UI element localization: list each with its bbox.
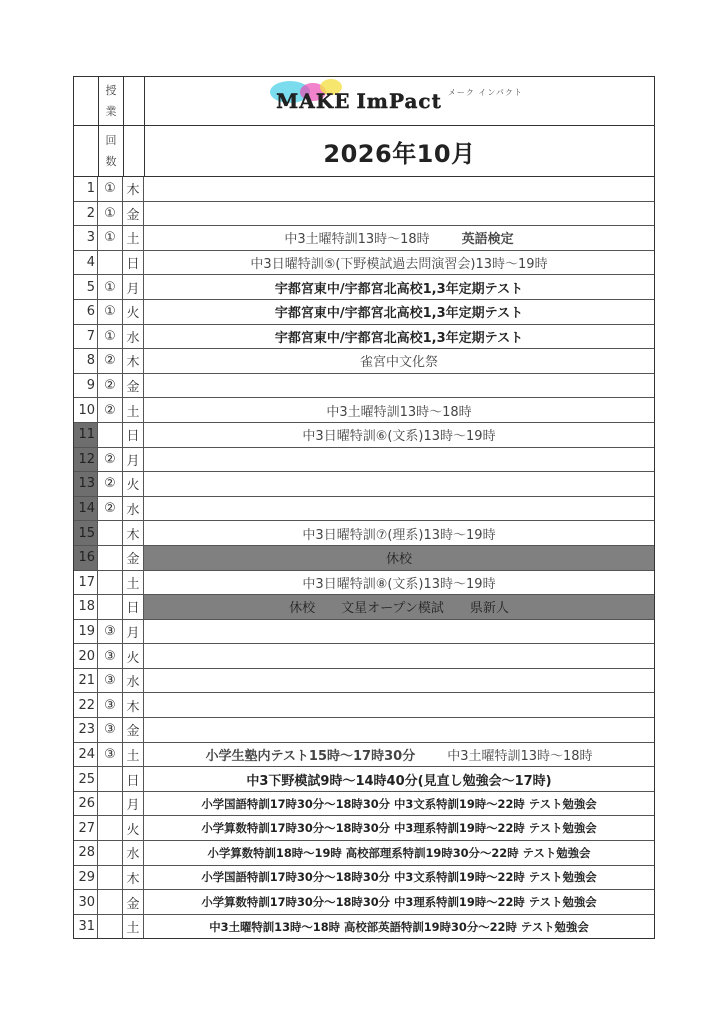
day-number: 29	[74, 866, 98, 890]
weekday: 火	[123, 816, 144, 840]
weekday: 日	[123, 251, 144, 275]
weekday: 日	[123, 595, 144, 619]
event-text: 休校 文星オープン模試 県新人	[289, 601, 509, 617]
event-text-secondary: 英語検定	[461, 232, 514, 248]
day-number: 11	[74, 423, 98, 447]
table-row	[74, 620, 654, 645]
logo-tagline: メーク インパクト	[447, 88, 523, 97]
event-cell	[144, 521, 654, 545]
event-cell	[144, 792, 654, 816]
lesson-count	[98, 595, 123, 619]
day-number: 7	[74, 325, 98, 349]
event-cell	[144, 866, 654, 890]
event-text: 宇都宮東中/宇都宮北高校1,3年定期テスト	[274, 306, 524, 322]
lesson-count: ③	[98, 620, 123, 644]
weekday: 金	[123, 890, 144, 914]
table-row	[74, 792, 654, 817]
lesson-count: ②	[98, 497, 123, 521]
event-cell	[144, 202, 654, 226]
table-row	[74, 226, 654, 251]
event-cell	[144, 398, 654, 422]
event-cell	[144, 841, 654, 865]
table-row	[74, 521, 654, 546]
event-cell	[144, 497, 654, 521]
lesson-count: ②	[98, 472, 123, 496]
logo-cell	[145, 77, 654, 125]
table-row	[74, 497, 654, 522]
table-row	[74, 300, 654, 325]
table-row	[74, 841, 654, 866]
table-row	[74, 398, 654, 423]
weekday: 水	[123, 325, 144, 349]
table-row	[74, 472, 654, 497]
lesson-count: ②	[98, 374, 123, 398]
weekday: 月	[123, 448, 144, 472]
weekday: 火	[123, 644, 144, 668]
logo-wordmark: MAKE	[276, 89, 350, 113]
day-rows	[74, 177, 654, 938]
table-row	[74, 890, 654, 915]
day-number: 1	[74, 177, 98, 201]
month-title: 2026年10月	[323, 139, 476, 168]
lesson-count: ③	[98, 693, 123, 717]
table-row	[74, 767, 654, 792]
day-number: 14	[74, 497, 98, 521]
day-number: 5	[74, 275, 98, 299]
event-cell	[144, 743, 654, 767]
event-cell	[144, 251, 654, 275]
table-row	[74, 743, 654, 768]
event-cell	[144, 448, 654, 472]
event-text: 宇都宮東中/宇都宮北高校1,3年定期テスト	[274, 281, 524, 297]
weekday: 金	[123, 374, 144, 398]
event-cell	[144, 890, 654, 914]
event-text: 宇都宮東中/宇都宮北高校1,3年定期テスト	[274, 330, 524, 346]
lesson-count	[98, 915, 123, 939]
lesson-count	[98, 816, 123, 840]
table-row	[74, 915, 654, 939]
event-text: 小学算数特訓17時30分～18時30分 中3理系特訓19時～22時 テスト勉強会	[201, 895, 597, 910]
table-row	[74, 644, 654, 669]
lesson-count: ①	[98, 275, 123, 299]
weekday: 木	[123, 349, 144, 373]
event-cell	[144, 374, 654, 398]
event-cell	[144, 546, 654, 570]
table-row	[74, 669, 654, 694]
table-row	[74, 448, 654, 473]
header-day-cell	[74, 126, 99, 176]
day-number: 31	[74, 915, 98, 939]
lesson-count	[98, 792, 123, 816]
weekday: 木	[123, 177, 144, 201]
day-number: 9	[74, 374, 98, 398]
weekday: 火	[123, 472, 144, 496]
event-text: 中3日曜特訓⑤(下野模試過去問演習会)13時～19時	[250, 257, 548, 273]
table-row	[74, 349, 654, 374]
table-row	[74, 251, 654, 276]
header-weekday-cell	[124, 126, 145, 176]
event-text-secondary: 中3土曜特訓13時～18時	[447, 748, 593, 764]
header-lesson-char: 業	[105, 105, 117, 118]
weekday: 土	[123, 743, 144, 767]
event-cell	[144, 644, 654, 668]
header-lesson-label	[99, 77, 124, 125]
day-number: 17	[74, 571, 98, 595]
event-text: 休校	[385, 552, 412, 568]
weekday: 土	[123, 571, 144, 595]
day-number: 22	[74, 693, 98, 717]
calendar-table	[73, 76, 655, 939]
weekday: 月	[123, 792, 144, 816]
weekday: 水	[123, 497, 144, 521]
event-text: 中3下野模試9時～14時40分(見直し勉強会～17時)	[246, 773, 552, 789]
lesson-count: ②	[98, 448, 123, 472]
logo-wordmark-right: ImPact	[356, 89, 442, 113]
day-number: 30	[74, 890, 98, 914]
lesson-count: ①	[98, 177, 123, 201]
table-row	[74, 718, 654, 743]
lesson-count: ①	[98, 300, 123, 324]
header-count-char: 数	[105, 155, 117, 168]
table-row	[74, 571, 654, 596]
day-number: 28	[74, 841, 98, 865]
day-number: 21	[74, 669, 98, 693]
event-cell	[144, 718, 654, 742]
event-text: 小学算数特訓17時30分～18時30分 中3理系特訓19時～22時 テスト勉強会	[201, 821, 597, 836]
event-text: 中3日曜特訓⑦(理系)13時～19時	[302, 527, 496, 543]
header-lesson-char: 授	[105, 84, 117, 97]
lesson-count: ①	[98, 325, 123, 349]
table-row	[74, 202, 654, 227]
header-count-char: 回	[105, 134, 117, 147]
lesson-count	[98, 423, 123, 447]
event-cell	[144, 816, 654, 840]
event-cell	[144, 275, 654, 299]
event-text: 小学国語特訓17時30分～18時30分 中3文系特訓19時～22時 テスト勉強会	[201, 796, 597, 811]
day-number: 27	[74, 816, 98, 840]
table-row	[74, 423, 654, 448]
lesson-count: ③	[98, 669, 123, 693]
day-number: 4	[74, 251, 98, 275]
weekday: 木	[123, 866, 144, 890]
event-cell	[144, 669, 654, 693]
make-impact-logo	[276, 89, 523, 113]
lesson-count: ③	[98, 743, 123, 767]
event-text: 中3土曜特訓13時～18時 高校部英語特訓19時30分～22時 テスト勉強会	[209, 919, 589, 934]
lesson-count: ①	[98, 202, 123, 226]
day-number: 16	[74, 546, 98, 570]
event-cell	[144, 693, 654, 717]
lesson-count	[98, 571, 123, 595]
lesson-count: ①	[98, 226, 123, 250]
header-weekday-cell	[124, 77, 145, 125]
event-text: 中3土曜特訓13時～18時	[284, 232, 430, 248]
table-row	[74, 595, 654, 620]
lesson-count	[98, 521, 123, 545]
event-cell	[144, 595, 654, 619]
lesson-count: ③	[98, 718, 123, 742]
event-cell	[144, 423, 654, 447]
event-cell	[144, 226, 654, 250]
lesson-count	[98, 546, 123, 570]
day-number: 26	[74, 792, 98, 816]
day-number: 24	[74, 743, 98, 767]
table-row	[74, 866, 654, 891]
weekday: 木	[123, 693, 144, 717]
event-text: 小学生塾内テスト15時～17時30分	[205, 748, 416, 764]
table-row	[74, 325, 654, 350]
weekday: 月	[123, 620, 144, 644]
weekday: 月	[123, 275, 144, 299]
weekday: 水	[123, 669, 144, 693]
lesson-count	[98, 251, 123, 275]
day-number: 12	[74, 448, 98, 472]
lesson-count: ②	[98, 398, 123, 422]
day-number: 23	[74, 718, 98, 742]
day-number: 25	[74, 767, 98, 791]
day-number: 3	[74, 226, 98, 250]
day-number: 10	[74, 398, 98, 422]
header-row-title	[74, 126, 654, 177]
day-number: 6	[74, 300, 98, 324]
event-cell	[144, 472, 654, 496]
event-cell	[144, 620, 654, 644]
weekday: 日	[123, 767, 144, 791]
event-text: 中3日曜特訓⑧(文系)13時～19時	[302, 576, 496, 592]
weekday: 金	[123, 718, 144, 742]
event-cell	[144, 767, 654, 791]
table-row	[74, 816, 654, 841]
lesson-count	[98, 767, 123, 791]
lesson-count: ②	[98, 349, 123, 373]
event-text: 雀宮中文化祭	[359, 355, 438, 371]
day-number: 15	[74, 521, 98, 545]
weekday: 木	[123, 521, 144, 545]
lesson-count: ③	[98, 644, 123, 668]
weekday: 火	[123, 300, 144, 324]
event-text: 中3日曜特訓⑥(文系)13時～19時	[302, 429, 496, 445]
event-text: 中3土曜特訓13時～18時	[326, 404, 472, 420]
event-text: 小学算数特訓18時～19時 高校部理系特訓19時30分～22時 テスト勉強会	[207, 845, 591, 860]
event-cell	[144, 915, 654, 939]
weekday: 土	[123, 915, 144, 939]
header-count-label	[99, 126, 124, 176]
lesson-count	[98, 890, 123, 914]
day-number: 20	[74, 644, 98, 668]
event-cell	[144, 571, 654, 595]
day-number: 18	[74, 595, 98, 619]
weekday: 土	[123, 226, 144, 250]
table-row	[74, 546, 654, 571]
weekday: 金	[123, 546, 144, 570]
weekday: 水	[123, 841, 144, 865]
weekday: 金	[123, 202, 144, 226]
header-row-logo	[74, 77, 654, 126]
weekday: 土	[123, 398, 144, 422]
event-cell	[144, 325, 654, 349]
day-number: 13	[74, 472, 98, 496]
lesson-count	[98, 841, 123, 865]
day-number: 19	[74, 620, 98, 644]
event-text: 小学国語特訓17時30分～18時30分 中3文系特訓19時～22時 テスト勉強会	[201, 870, 597, 885]
table-row	[74, 275, 654, 300]
day-number: 2	[74, 202, 98, 226]
event-cell	[144, 349, 654, 373]
weekday: 日	[123, 423, 144, 447]
header-day-cell	[74, 77, 99, 125]
title-cell	[145, 126, 654, 176]
table-row	[74, 177, 654, 202]
event-cell	[144, 177, 654, 201]
table-row	[74, 693, 654, 718]
table-row	[74, 374, 654, 399]
lesson-count	[98, 866, 123, 890]
day-number: 8	[74, 349, 98, 373]
event-cell	[144, 300, 654, 324]
